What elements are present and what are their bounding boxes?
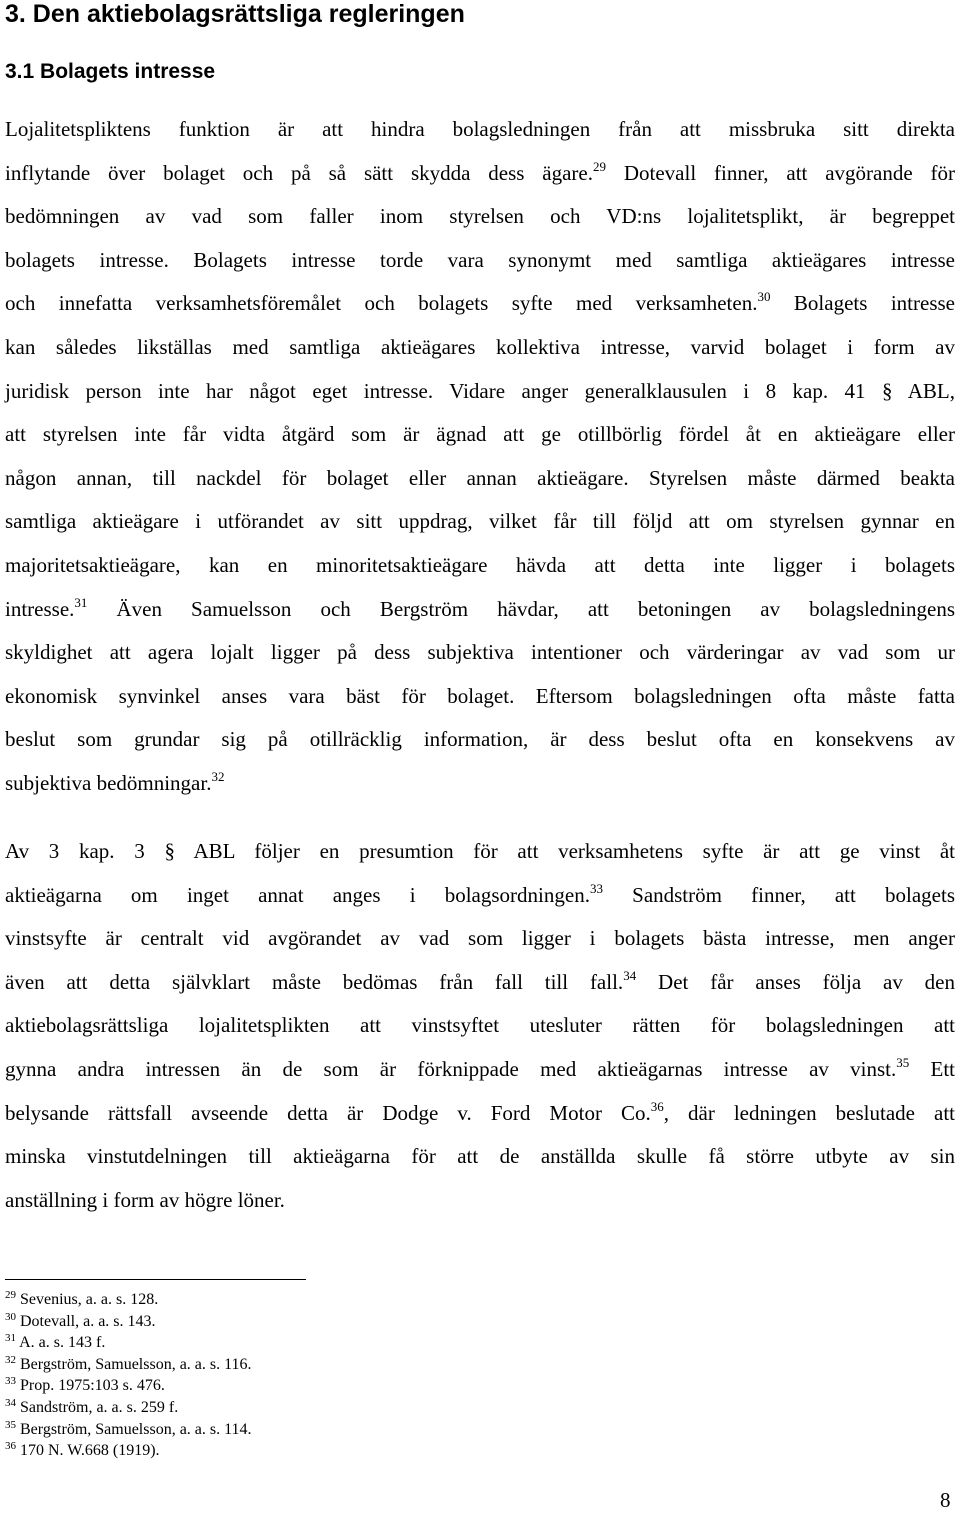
body-paragraph-2	[5, 830, 955, 1222]
footnote-ref: 33	[589, 880, 603, 896]
footnote-ref: 31	[74, 594, 88, 610]
text-line: inflytande över bolaget och på så sätt skydda dess ägare.$^{29}$ Dotevall finner, att avgörande för	[5, 158, 955, 185]
text-line: subjektiva bedömningar.$^{32}$	[5, 768, 225, 795]
text-line: ekonomisk synvinkel anses vara bäst för bolaget. Eftersom bolagsledningen ofta måste fatta	[5, 683, 955, 708]
text-line: bolagets intresse. Bolagets intresse torde vara synonymt med samtliga aktieägares intresse	[5, 247, 955, 272]
text-line: belysande rättsfall avseende detta är Dodge v. Ford Motor Co.$^{36}$, där ledningen beslutade att	[5, 1098, 955, 1125]
footnote: $^{35}$ Bergström, Samuelsson, a. a. s. 114.	[5, 1418, 252, 1438]
footnotes	[5, 1289, 252, 1462]
page-number: 8	[940, 1488, 951, 1512]
text-line: anställning i form av högre löner.	[5, 1187, 285, 1212]
text-line: vinstsyfte är centralt vid avgörandet av vad som ligger i bolagets bästa intresse, men anger	[5, 926, 955, 951]
footnote: $^{34}$ Sandström, a. a. s. 259 f.	[5, 1396, 179, 1416]
footnote-ref: 36	[650, 1098, 664, 1114]
footnote-ref: 29	[593, 158, 606, 174]
footnote-ref: 35	[896, 1054, 910, 1070]
chapter-heading: 3. Den aktiebolagsrättsliga regleringen	[5, 0, 465, 28]
text-line: bedömningen av vad som faller inom styrelsen och VD:ns lojalitetsplikt, är begreppet	[5, 204, 955, 229]
footnote: $^{33}$ Prop. 1975:103 s. 476.	[5, 1375, 165, 1395]
text-line: och innefatta verksamhetsföremålet och bolagets syfte med verksamheten.$^{30}$ Bolagets intresse	[5, 289, 955, 316]
section-heading: 3.1 Bolagets intresse	[5, 60, 216, 83]
footnote: $^{31}$ A. a. s. 143 f.	[5, 1332, 106, 1352]
text-line: minska vinstutdelningen till aktieägarna för att de anställda skulle få större utbyte av sin	[5, 1144, 955, 1169]
text-line: Lojalitetspliktens funktion är att hindra bolagsledningen från att missbruka sitt direkta	[5, 117, 955, 141]
footnote-ref: 30	[757, 289, 771, 305]
text-line: intresse.$^{31}$ Även Samuelsson och Bergström hävdar, att betoningen av bolagsledningens	[5, 594, 955, 621]
text-line: Av 3 kap. 3 § ABL följer en presumtion för att verksamhetens syfte är att ge vinst åt	[5, 839, 955, 863]
footnote-ref: 34	[623, 967, 637, 983]
footnote: $^{29}$ Sevenius, a. a. s. 128.	[5, 1289, 159, 1308]
footnote: $^{36}$ 170 N. W.668 (1919).	[5, 1440, 160, 1460]
text-line: kan således likställas med samtliga aktieägares kollektiva intresse, varvid bolaget i form av	[5, 334, 955, 359]
section-sign: §	[881, 378, 893, 403]
footnote-divider	[5, 1279, 306, 1280]
body-paragraph-1	[5, 108, 955, 806]
text-line: beslut som grundar sig på otillräcklig information, är dess beslut ofta en konsekvens av	[5, 727, 955, 752]
text-line: gynna andra intressen än de som är förknippade med aktieägarnas intresse av vinst.$^{35}$ Ett	[5, 1054, 956, 1081]
text-line: att styrelsen inte får vidta åtgärd som är ägnad att ge otillbörlig fördel åt en aktieägare eller	[5, 422, 955, 447]
text-line: någon annan, till nackdel för bolaget eller annan aktieägare. Styrelsen måste därmed beakta	[5, 465, 955, 490]
footnote-ref: 32	[211, 768, 225, 784]
text-line: aktieägarna om inget annat anges i bolagsordningen.$^{33}$ Sandström finner, att bolagets	[5, 880, 956, 907]
section-sign: §	[164, 839, 175, 863]
text-line: majoritetsaktieägare, kan en minoritetsaktieägare hävda att detta inte ligger i bolagets	[5, 552, 955, 577]
text-line: även att detta självklart måste bedömas från fall till fall.$^{34}$ Det får anses följa av den	[5, 967, 955, 994]
text-line: skyldighet att agera lojalt ligger på dess subjektiva intentioner och värderingar av vad som ur	[5, 640, 955, 665]
text-line: juridisk person inte har något eget intresse. Vidare anger generalklausulen i 8 kap. 41 § ABL,	[5, 378, 956, 403]
text-line: samtliga aktieägare i utförandet av sitt uppdrag, vilket får till följd att om styrelsen gynnar en	[5, 509, 955, 534]
text-line: aktiebolagsrättsliga lojalitetsplikten att vinstsyftet utesluter rätten för bolagsledningen att	[5, 1013, 955, 1038]
footnote: $^{32}$ Bergström, Samuelsson, a. a. s. 116.	[5, 1353, 252, 1373]
footnote: $^{30}$ Dotevall, a. a. s. 143.	[5, 1310, 156, 1330]
